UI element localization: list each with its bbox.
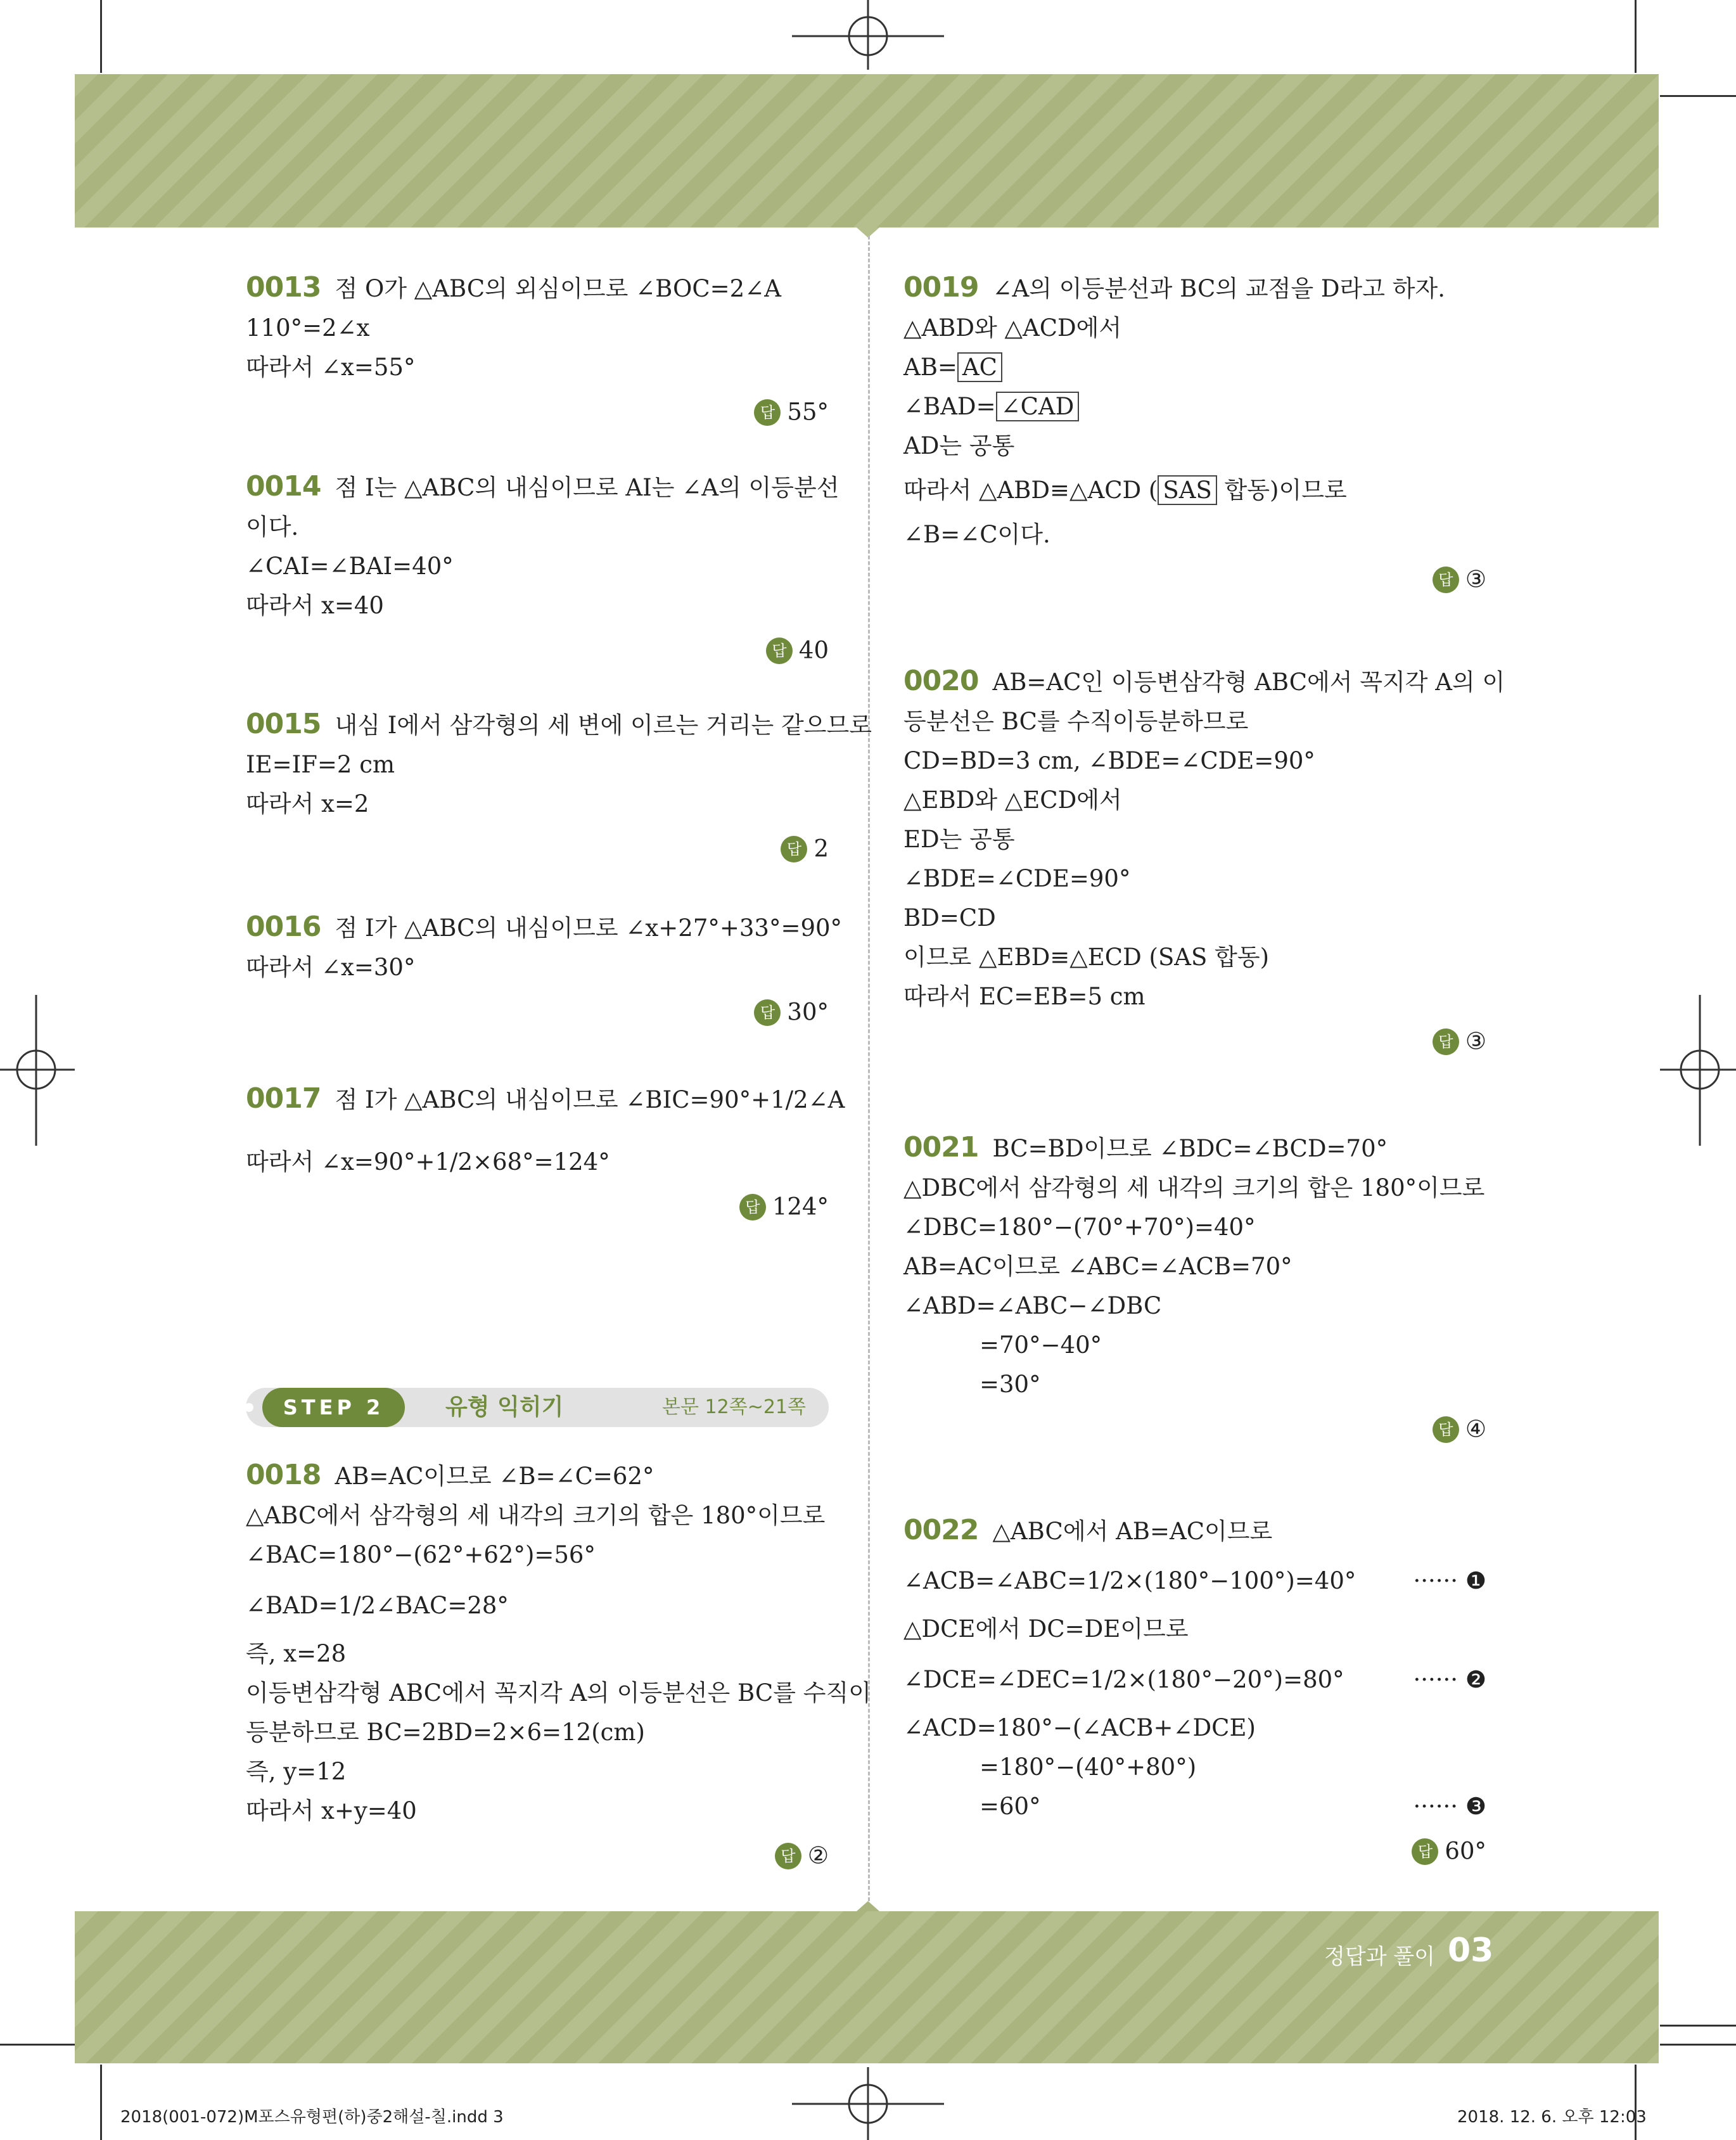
step-page-ref: 본문 12쪽~21쪽 bbox=[662, 1396, 806, 1418]
slug-filename: 2018(001-072)M포스유형편(하)중2해설-칠.indd 3 bbox=[120, 2108, 504, 2127]
answer: 답 30° bbox=[246, 991, 829, 1032]
problem-0015: 0015 내심 I에서 삼각형의 세 변에 이르는 거리는 같으므로 IE=IF=2 cm 따라서 x=2 답 2 bbox=[246, 705, 829, 869]
answer-badge: 답 bbox=[754, 399, 781, 426]
step-header bbox=[246, 1388, 829, 1427]
step-dot bbox=[245, 1403, 253, 1412]
problem-0017: 0017 점 I가 △ABC의 내심이므로 ∠BIC=90°+1/2∠A 따라서 ∠x=90°+1/2×68°=124° 답 124° bbox=[246, 1079, 829, 1227]
answer: 답 2 bbox=[246, 828, 829, 869]
problem-number: 0020 bbox=[903, 665, 979, 697]
answer: 답 124° bbox=[246, 1186, 829, 1227]
answer: 답 60° bbox=[903, 1830, 1486, 1871]
blank-answer: AC bbox=[957, 352, 1002, 382]
answer: 답 40 bbox=[246, 629, 829, 670]
slug-date: 2018. 12. 6. 오후 12:03 bbox=[1457, 2108, 1647, 2127]
step-marker: ······ ❷ bbox=[1413, 1666, 1486, 1693]
footer-section-label: 정답과 풀이 bbox=[1324, 1944, 1436, 1970]
page-number: 03 bbox=[1448, 1932, 1494, 1970]
problem-number: 0019 bbox=[903, 271, 979, 304]
step-title: 유형 익히기 bbox=[445, 1394, 564, 1420]
answer: 답 55° bbox=[246, 391, 829, 432]
answer-badge: 답 bbox=[739, 1194, 766, 1221]
answer-badge: 답 bbox=[1433, 1416, 1459, 1443]
answer: 답 ④ bbox=[903, 1408, 1486, 1449]
blank-answer: SAS bbox=[1158, 475, 1216, 505]
problem-number: 0016 bbox=[246, 911, 321, 943]
problem-0014: 0014 점 I는 △ABC의 내심이므로 AI는 ∠A의 이등분선 이다. ∠CAI=∠BAI=40° 따라서 x=40 답 40 bbox=[246, 467, 829, 670]
problem-number: 0022 bbox=[903, 1514, 979, 1546]
answer-badge: 답 bbox=[1412, 1838, 1438, 1865]
answer: 답 ③ bbox=[903, 1020, 1486, 1061]
problem-0018: 0018 AB=AC이므로 ∠B=∠C=62° △ABC에서 삼각형의 세 내각의 크기의 합은 180°이므로 ∠BAC=180°−(62°+62°)=56° ∠BAD=1/2∠BAC=28° 즉, x=28 이등변삼각형 ABC에서 꼭지각 A의 이등분선은 BC를 수직이 등분하므로 BC=2BD=2×6=12(cm) 즉, y=12 따라서 x+y=40 답 ② bbox=[246, 1456, 829, 1876]
problem-number: 0021 bbox=[903, 1131, 979, 1163]
problem-0013: 0013 점 O가 △ABC의 외심이므로 ∠BOC=2∠A 110°=2∠x 따라서 ∠x=55° 답 55° bbox=[246, 268, 829, 432]
problem-0016: 0016 점 I가 △ABC의 내심이므로 ∠x+27°+33°=90° 따라서 ∠x=30° 답 30° bbox=[246, 907, 829, 1032]
problem-0019: 0019 ∠A의 이등분선과 BC의 교점을 D라고 하자. △ABD와 △ACD에서 AB= AC ∠BAD= ∠CAD AD는 공통 따라서 △ABD≡△ACD ( SAS 합동)이므로 ∠B=∠C이다. 답 ③ bbox=[903, 268, 1486, 599]
answer-badge: 답 bbox=[775, 1843, 801, 1869]
problem-number: 0017 bbox=[246, 1082, 321, 1115]
problem-0022: 0022 △ABC에서 AB=AC이므로 ∠ACB=∠ABC=1/2×(180°−100°)=40° ······ ❶ △DCE에서 DC=DE이므로 ∠DCE=∠DEC=1/2×(180°−20°)=80° ······ ❷ ∠ACD=180°−(∠ACB+∠DCE) =180°−(40°+80°) =60° ······ ❸ 답 60° bbox=[903, 1511, 1486, 1871]
problem-number: 0013 bbox=[246, 271, 321, 304]
step-marker: ······ ❸ bbox=[1413, 1793, 1486, 1820]
step-marker: ······ ❶ bbox=[1413, 1567, 1486, 1594]
blank-answer: ∠CAD bbox=[996, 392, 1080, 421]
answer-badge: 답 bbox=[754, 999, 781, 1026]
problem-number: 0014 bbox=[246, 470, 321, 503]
problem-number: 0018 bbox=[246, 1459, 321, 1491]
answer: 답 ② bbox=[246, 1835, 829, 1876]
problem-number: 0015 bbox=[246, 708, 321, 740]
answer-badge: 답 bbox=[1433, 567, 1459, 593]
problem-0020: 0020 AB=AC인 이등변삼각형 ABC에서 꼭지각 A의 이 등분선은 BC를 수직이등분하므로 CD=BD=3 cm, ∠BDE=∠CDE=90° △EBD와 △ECD에서 ED는 공통 ∠BDE=∠CDE=90° BD=CD 이므로 △EBD≡△ECD (SAS 합동) 따라서 EC=EB=5 cm 답 ③ bbox=[903, 662, 1486, 1061]
problem-0021: 0021 BC=BD이므로 ∠BDC=∠BCD=70° △DBC에서 삼각형의 세 내각의 크기의 합은 180°이므로 ∠DBC=180°−(70°+70°)=40° AB=AC이므로 ∠ABC=∠ACB=70° ∠ABD=∠ABC−∠DBC =70°−40° =30° 답 ④ bbox=[903, 1128, 1486, 1449]
step-label: STEP 2 bbox=[262, 1388, 405, 1427]
answer: 답 ③ bbox=[903, 558, 1486, 599]
answer-badge: 답 bbox=[766, 638, 793, 664]
answer-badge: 답 bbox=[781, 836, 807, 862]
answer-badge: 답 bbox=[1433, 1028, 1459, 1055]
